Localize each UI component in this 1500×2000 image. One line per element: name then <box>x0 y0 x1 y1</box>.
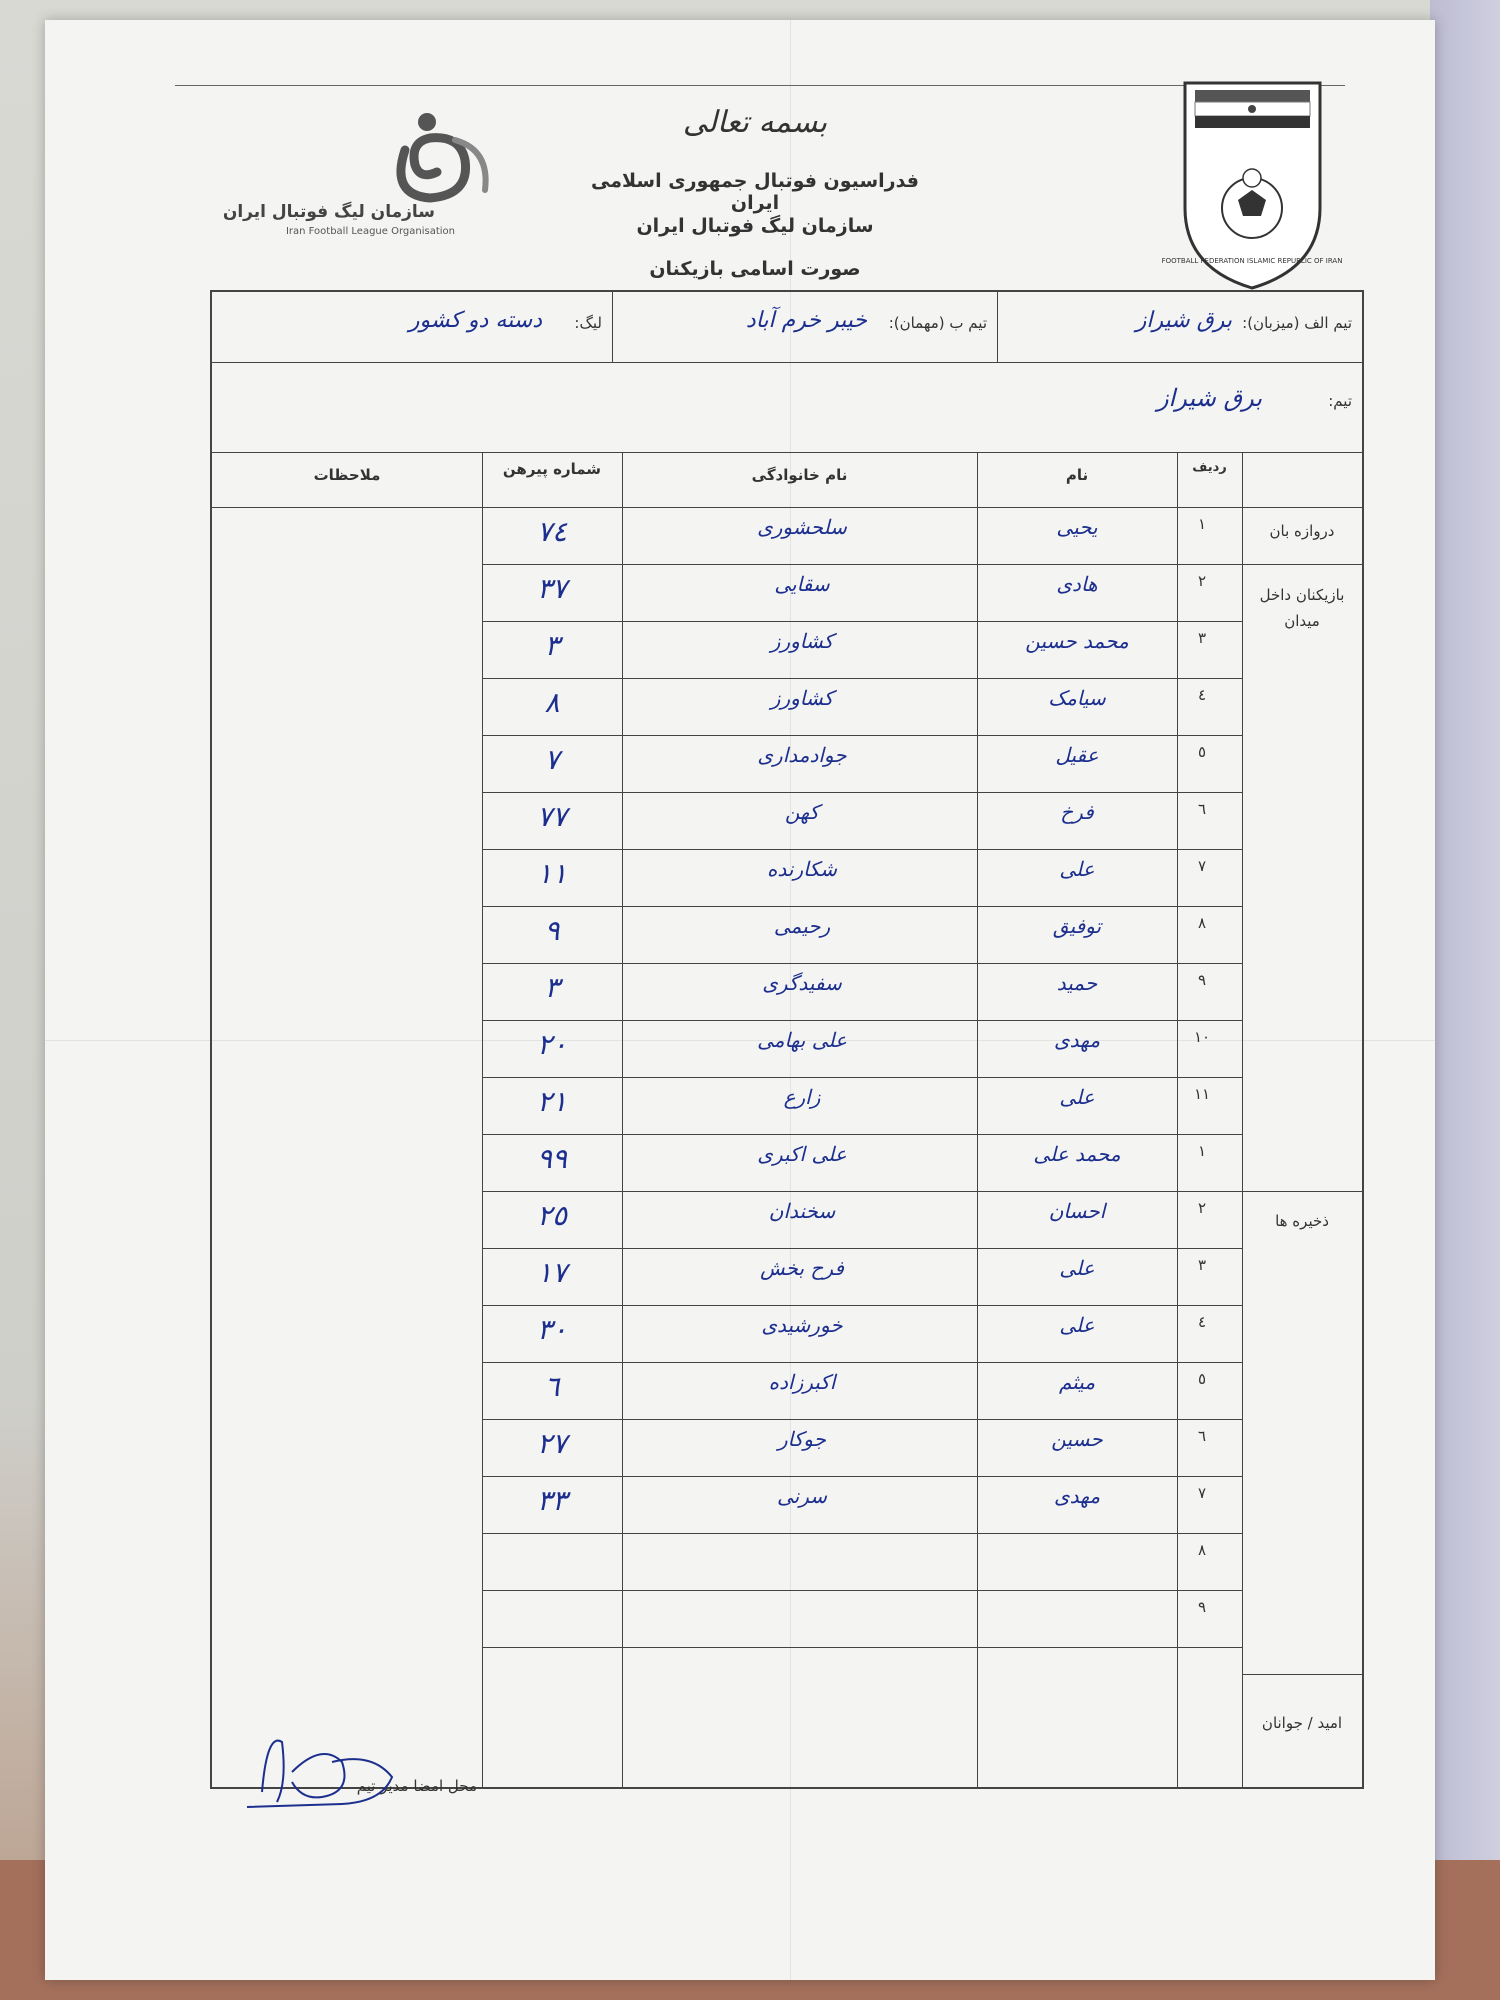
table-row <box>212 621 1362 678</box>
player-last-name: کشاورز <box>770 686 834 710</box>
shirt-number: ٢٧ <box>536 1427 568 1460</box>
row-number: ١ <box>1197 515 1207 533</box>
header-first-name: نام <box>1065 466 1089 484</box>
player-last-name: کهن <box>785 800 819 824</box>
player-first-name: علی <box>1059 1313 1095 1337</box>
table-row <box>212 1305 1362 1362</box>
league-value: دسته دو کشور <box>408 308 542 333</box>
group-field-players: بازیکنان داخل میدان <box>1259 586 1345 630</box>
player-last-name: سرنی <box>776 1484 828 1508</box>
signature-label: محل امضا مدیر تیم <box>356 1777 477 1795</box>
league-logo-mark <box>215 110 515 205</box>
shirt-number: ٩ <box>544 914 560 947</box>
table-row <box>212 1590 1362 1647</box>
group-border <box>1242 1191 1362 1192</box>
player-first-name: فرخ <box>1060 800 1094 824</box>
info-divider <box>997 292 998 362</box>
row-number: ١١ <box>1193 1085 1211 1103</box>
row-number: ٧ <box>1197 1484 1207 1502</box>
shirt-number: ٨ <box>544 686 560 719</box>
league-org-title: سازمان لیگ فوتبال ایران <box>636 215 874 237</box>
row-number: ٤ <box>1197 686 1207 704</box>
table-row <box>212 1362 1362 1419</box>
league-logo <box>215 110 515 240</box>
table-row <box>212 1077 1362 1134</box>
shirt-number: ٧٤ <box>536 515 568 548</box>
group-youth: امید / جوانان <box>1261 1714 1343 1732</box>
group-substitutes: ذخیره ها <box>1275 1212 1329 1230</box>
table-row <box>212 1533 1362 1590</box>
row-number: ٥ <box>1197 1370 1207 1388</box>
basmala-heading: بسمه تعالی <box>682 105 828 140</box>
league-logo-name-fa: سازمان لیگ فوتبال ایران <box>222 202 435 222</box>
table-row <box>212 1248 1362 1305</box>
player-first-name: علی <box>1059 1085 1095 1109</box>
shirt-number: ٣٣ <box>536 1484 568 1517</box>
player-last-name: علی بهامی <box>757 1028 847 1052</box>
group-goalkeeper: دروازه بان <box>1269 522 1335 540</box>
player-first-name: حمید <box>1056 971 1098 995</box>
player-first-name: مهدی <box>1053 1484 1101 1508</box>
team-b-value: خیبر خرم آباد <box>745 308 867 333</box>
row-number: ٣ <box>1197 1256 1207 1274</box>
background-paper-edge <box>1430 0 1500 1950</box>
table-row <box>212 1134 1362 1191</box>
table-row <box>212 1020 1362 1077</box>
header-remarks: ملاحظات <box>313 466 381 484</box>
table-row <box>212 792 1362 849</box>
row-number: ٤ <box>1197 1313 1207 1331</box>
roster-sheet <box>45 20 1435 1980</box>
player-last-name: سفیدگری <box>762 971 842 995</box>
shirt-number: ٩٩ <box>536 1142 568 1175</box>
table-row <box>212 507 1362 564</box>
shirt-number: ١١ <box>536 857 568 890</box>
shirt-number: ٢١ <box>536 1085 568 1118</box>
shirt-number: ٣ <box>544 971 560 1004</box>
player-last-name: سلحشوری <box>757 515 847 539</box>
row-number: ٢ <box>1197 1199 1207 1217</box>
row-number: ٩ <box>1197 971 1207 989</box>
row-number: ٢ <box>1197 572 1207 590</box>
row-number: ٩ <box>1197 1598 1207 1616</box>
row-number: ٥ <box>1197 743 1207 761</box>
table-row <box>212 1419 1362 1476</box>
player-first-name: مهدی <box>1053 1028 1101 1052</box>
info-row-border <box>212 362 1362 363</box>
federation-title: فدراسیون فوتبال جمهوری اسلامی ایران <box>591 170 919 214</box>
league-logo-name-en: Iran Football League Organisation <box>285 226 455 237</box>
player-last-name: کشاورز <box>770 629 834 653</box>
player-last-name: رحیمی <box>773 914 831 938</box>
shirt-number: ٦ <box>544 1370 560 1403</box>
player-first-name: علی <box>1059 857 1095 881</box>
table-row <box>212 1476 1362 1533</box>
form-title: صورت اسامی بازیکنان <box>649 258 861 280</box>
team-a-value: برق شیراز <box>1135 308 1232 333</box>
player-first-name: هادی <box>1056 572 1098 596</box>
federation-logo-text: FOOTBALL FEDERATION ISLAMIC REPUBLIC OF IRAN <box>1161 257 1343 265</box>
player-last-name: خورشیدی <box>761 1313 843 1337</box>
header-last-name: نام خانوادگی <box>751 466 848 484</box>
group-border <box>1242 1674 1362 1675</box>
player-last-name: سقایی <box>774 572 830 596</box>
player-first-name: علی <box>1059 1256 1095 1280</box>
team-manager-signature <box>232 1722 432 1812</box>
team-label: تیم: <box>1328 392 1352 410</box>
league-label: لیگ: <box>574 314 602 332</box>
player-last-name: فرح بخش <box>760 1256 844 1280</box>
shirt-number: ٣ <box>544 629 560 662</box>
row-number: ٦ <box>1197 800 1207 818</box>
top-rule <box>175 85 1345 86</box>
player-first-name: توفیق <box>1052 914 1102 938</box>
federation-logo <box>1161 78 1343 293</box>
shirt-number: ٧ <box>544 743 560 776</box>
player-last-name: جوکار <box>778 1427 826 1451</box>
roster-form-frame <box>210 290 1364 1795</box>
player-first-name: محمد حسین <box>1025 629 1129 653</box>
row-number: ١ <box>1197 1142 1207 1160</box>
player-first-name: یحیی <box>1056 515 1098 539</box>
row-number: ٧ <box>1197 857 1207 875</box>
player-last-name: زارع <box>783 1085 821 1109</box>
player-last-name: علی اکبری <box>757 1142 847 1166</box>
team-b-label: تیم ب (مهمان): <box>888 314 987 332</box>
player-last-name: سخندان <box>768 1199 836 1223</box>
roster-table <box>212 452 1362 1795</box>
player-first-name: میثم <box>1058 1370 1096 1394</box>
header-shirt-number: شماره پیرهن <box>502 460 602 478</box>
row-border <box>482 1647 1242 1648</box>
row-number: ١٠ <box>1193 1028 1211 1046</box>
group-border <box>1242 564 1362 565</box>
player-first-name: حسین <box>1051 1427 1103 1451</box>
shirt-number: ١٧ <box>536 1256 568 1289</box>
player-last-name: اکبرزاده <box>768 1370 836 1394</box>
row-number: ٨ <box>1197 914 1207 932</box>
player-first-name: سیامک <box>1048 686 1106 710</box>
table-row <box>212 678 1362 735</box>
shirt-number: ٢٠ <box>536 1028 568 1061</box>
player-first-name: احسان <box>1048 1199 1106 1223</box>
team-a-label: تیم الف (میزبان): <box>1242 314 1352 332</box>
header-row-no: ردیف <box>1192 460 1227 475</box>
shirt-number: ٣٧ <box>536 572 568 605</box>
player-last-name: شکارنده <box>766 857 838 881</box>
player-first-name: عقیل <box>1055 743 1099 767</box>
row-number: ٣ <box>1197 629 1207 647</box>
row-number: ٦ <box>1197 1427 1207 1445</box>
table-row <box>212 906 1362 963</box>
shirt-number: ٧٧ <box>536 800 568 833</box>
table-row <box>212 564 1362 621</box>
shirt-number: ٢٥ <box>536 1199 568 1232</box>
table-row <box>212 1191 1362 1248</box>
table-row <box>212 735 1362 792</box>
player-last-name: جوادمداری <box>757 743 847 767</box>
info-divider <box>612 292 613 362</box>
shirt-number: ٣٠ <box>536 1313 568 1346</box>
team-value: برق شیراز <box>1156 384 1262 412</box>
table-row <box>212 849 1362 906</box>
player-first-name: محمد علی <box>1033 1142 1121 1166</box>
table-row <box>212 963 1362 1020</box>
row-number: ٨ <box>1197 1541 1207 1559</box>
